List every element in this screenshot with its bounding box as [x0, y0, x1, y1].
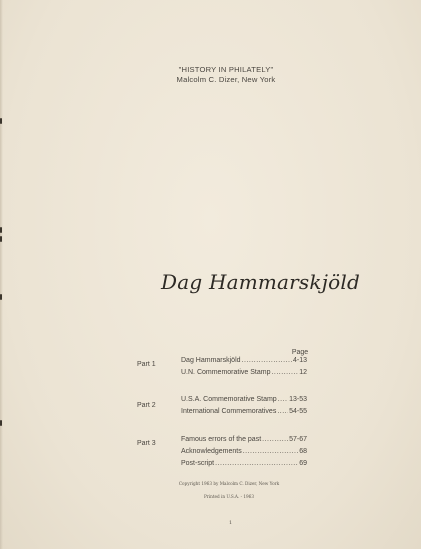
- leader-dots: [271, 368, 298, 377]
- part-label: Part 3: [137, 440, 156, 447]
- toc-entry: International Commemoratives ..... 54-55: [181, 407, 307, 416]
- toc-entry: Dag Hammarskjöld ..... 4-13: [181, 356, 307, 365]
- binding-hole: [0, 420, 2, 426]
- toc-entry: U.S.A. Commemorative Stamp ..... 13-53: [181, 395, 307, 404]
- series-header: [0, 65, 421, 85]
- binding-hole: [0, 236, 2, 242]
- leader-dots: [262, 435, 288, 444]
- toc-entry: Famous errors of the past ..... 57-67: [181, 435, 307, 444]
- printed-line: Printed in U.S.A. - 1963: [203, 494, 254, 499]
- part-label: Part 2: [137, 402, 156, 409]
- part-label: Part 1: [137, 361, 156, 368]
- document-title: Dag Hammarskjöld: [161, 270, 360, 294]
- page-number: 1: [229, 520, 233, 526]
- leader-dots: [278, 395, 288, 404]
- leader-dots: [277, 407, 288, 416]
- author-line: Malcolm C. Dizer, New York: [176, 75, 276, 84]
- binding-hole: [0, 294, 2, 300]
- copyright-line: Copyright 1963 by Malcolm C. Dizer, New York: [178, 481, 280, 486]
- page-column-heading: Page: [291, 349, 309, 356]
- leader-dots: [243, 447, 299, 456]
- leader-dots: [242, 356, 292, 365]
- leader-dots: [215, 459, 298, 468]
- toc-entry: Post-script ..... 69: [181, 459, 307, 468]
- toc-entry: U.N. Commemorative Stamp ..... 12: [181, 368, 307, 377]
- series-title: "HISTORY IN PHILATELY": [178, 65, 274, 74]
- binding-hole: [0, 227, 2, 233]
- toc-entry: Acknowledgements ..... 68: [181, 447, 307, 456]
- binding-hole: [0, 118, 2, 124]
